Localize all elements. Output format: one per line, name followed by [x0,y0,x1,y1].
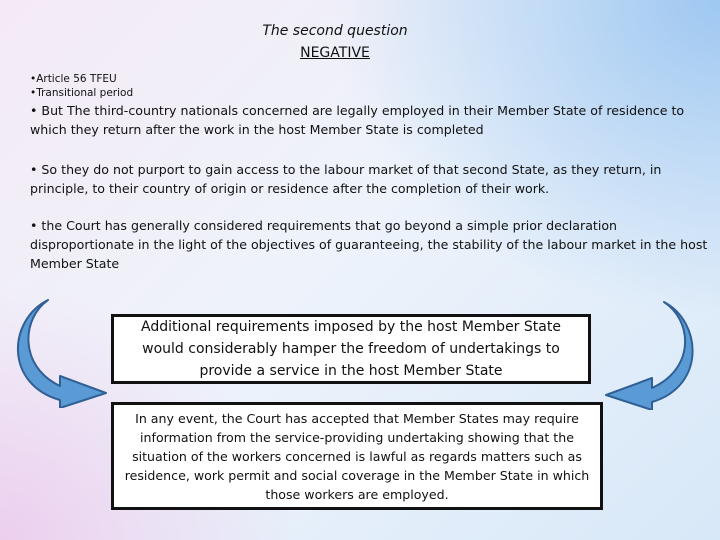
curved-arrow-left-icon [598,298,698,410]
hamper-freedom-box [111,314,591,384]
small-bullet-list [30,73,133,100]
information-requirement-box [111,402,603,510]
curved-arrow-right-icon [14,296,120,408]
slide-subtitle: NEGATIVE [300,45,370,61]
bullet-article: •Article 56 TFEU [30,73,117,85]
paragraph-so: • So they do not purport to gain access to the labour market of that second State, as they return, in principle, to their country of origin or residence after the completion of their work. [30,162,662,196]
paragraph-court: • the Court has generally considered requirements that go beyond a simple prior declaration disproportionate in the light of the objectives of guaranteeing, the stability of the labour market in the host Member State [30,218,708,271]
slide-title: The second question [262,23,408,39]
bullet-transitional: •Transitional period [30,86,134,99]
paragraph-but: • But The third-country nationals concerned are legally employed in their Member State of residence to which they return after the work in the host Member State is completed [30,103,685,137]
hamper-freedom-text: Additional requirements imposed by the host Member State would considerably hamper the freedom of undertakings to provide a service in the host Member State [141,319,561,379]
information-requirement-text: In any event, the Court has accepted that Member States may require information from the service-providing undertaking showing that the situation of the workers concerned is lawful as regards matters such as residence, work permit and social coverage in the Member State in which those workers are employed. [124,410,590,502]
